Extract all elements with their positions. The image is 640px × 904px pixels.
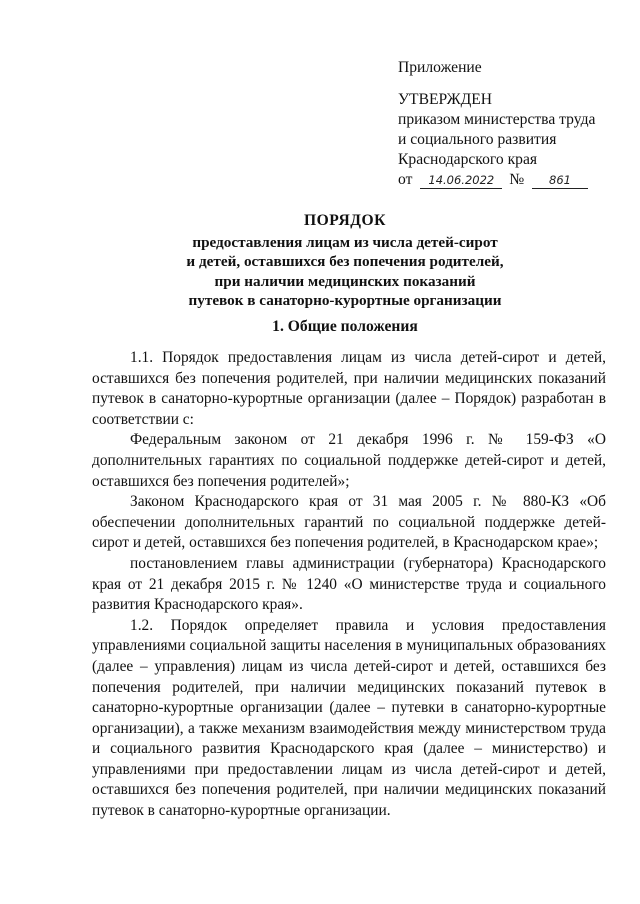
order-line: приказом министерства труда — [398, 111, 596, 128]
title-main: ПОРЯДОК — [304, 212, 386, 229]
paragraph: 1.1. Порядок предоставления лицам из числа детей-сирот и детей, оставшихся без попечения родителей, при наличии медицинских показаний путевок в санаторно-курортные организации (далее – Порядок) разработан в соответствии с: — [92, 349, 606, 428]
handwritten-number: 861 — [532, 173, 588, 189]
title-line: при наличии медицинских показаний — [214, 272, 476, 290]
paragraph: Федеральным законом от 21 декабря 1996 г. № 159-ФЗ «О дополнительных гарантиях по социальной поддержке детей-сирот и детей, оставшихся без попечения родителей»; — [92, 431, 606, 490]
approval-block — [398, 58, 628, 190]
document-title — [150, 211, 540, 311]
section-heading: 1. Общие положения — [272, 318, 418, 335]
title-line: предоставления лицам из числа детей-сирот — [192, 233, 498, 251]
spacer — [398, 78, 628, 90]
paragraph: Законом Краснодарского края от 31 мая 2005 г. № 880-КЗ «Об обеспечении дополнительных гарантий по социальной поддержке детей-сирот и детей, оставшихся без попечения родителей, в Краснодарском крае»; — [92, 493, 606, 552]
title-line: путевок в санаторно-курортные организации — [188, 292, 502, 310]
approved-label: УТВЕРЖДЕН — [398, 91, 493, 108]
date-number-row — [398, 170, 628, 190]
number-label: № — [509, 171, 525, 188]
date-prefix: от — [398, 171, 413, 188]
handwritten-date: 14.06.2022 — [420, 173, 502, 189]
document-body — [92, 348, 606, 822]
paragraph: 1.2. Порядок определяет правила и условия предоставления управлениями социальной защиты населения в муниципальных образованиях (далее – управления) лицам из числа детей-сирот и детей, оставшихся без попечения родителей, при наличии медицинских показаний путевок в санаторно-курортные организации (далее – путевки в санаторно-курортные организации), а также механизм взаимодействия между министерством труда и социального развития Краснодарского края (далее – министерство) и управлениями при предоставлении лицам из числа детей-сирот и детей, оставшихся без попечения родителей, при наличии медицинских показаний путевок в санаторно-курортные организации. — [92, 616, 606, 820]
title-line: и детей, оставшихся без попечения родителей, — [186, 253, 504, 271]
order-line: и социального развития — [398, 131, 557, 148]
paragraph: постановлением главы администрации (губернатора) Краснодарского края от 21 декабря 2015 г. № 1240 «О министерстве труда и социального развития Краснодарского края». — [92, 554, 606, 614]
appendix-label: Приложение — [398, 59, 482, 76]
order-line: Краснодарского края — [398, 151, 538, 168]
